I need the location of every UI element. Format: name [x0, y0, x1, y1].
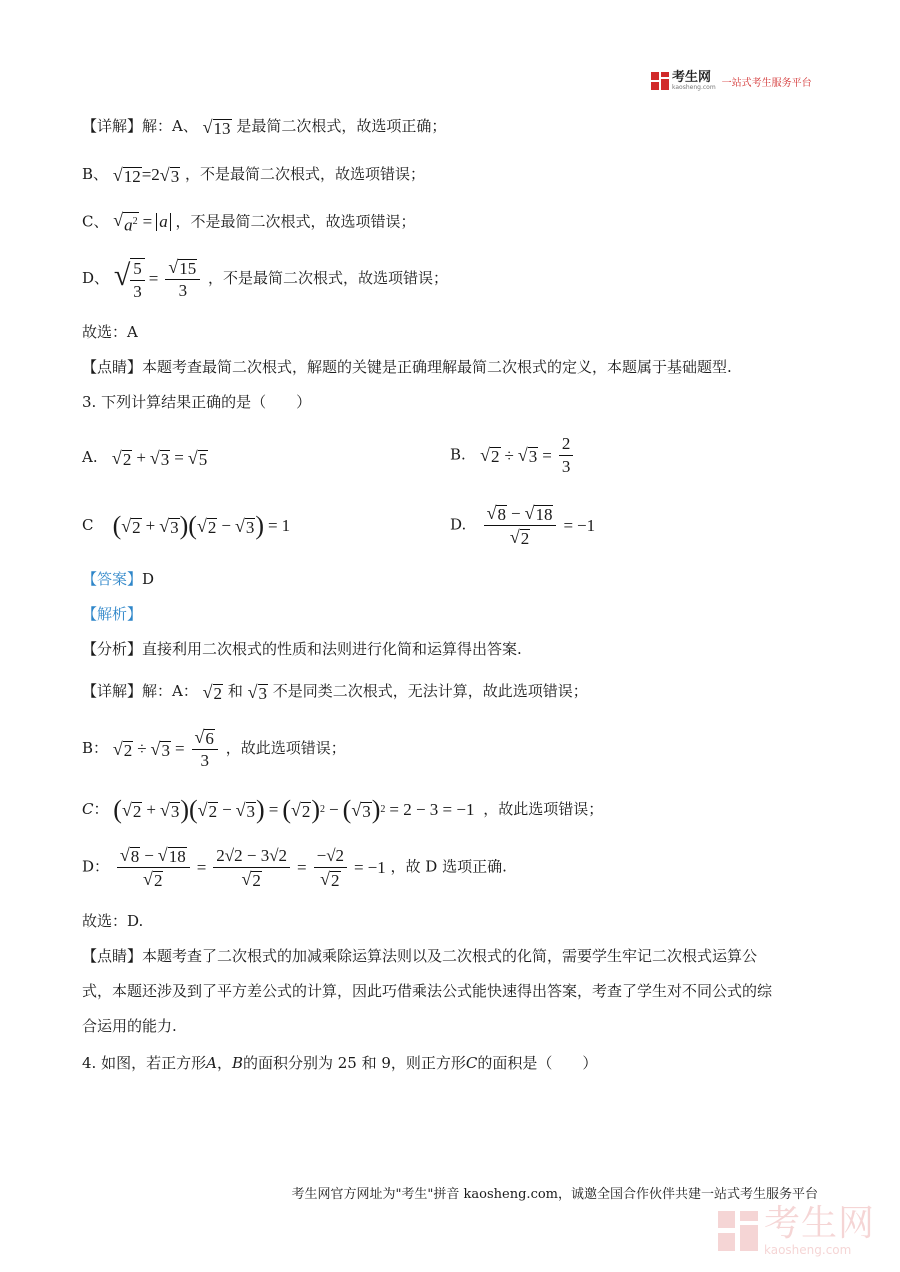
q3-detail-a: 【详解】解：A： √ 2 和 √ 3 不是同类二次根式，无法计算，故此选项错误；	[82, 681, 588, 703]
logo-domain: kaosheng.com	[672, 84, 716, 91]
sqrt-13: √ 13	[202, 116, 231, 138]
watermark-domain: kaosheng.com	[764, 1243, 852, 1257]
q3-detail-c: C： ( √ 2 + √ 3 ) ( √ 2 − √ 3 ) = ( √ 2 ) 2 − ( √ 3 ) 2 = 2 − 3 = −1 ，故此选项错误；	[82, 795, 604, 824]
expr-sqrt-5-3: √ $\frac{5}{3}$ = √ 15 3	[114, 256, 203, 302]
expr-sqrt12: √ 12 =2 √ 3	[112, 164, 180, 186]
q2-detail-d: D、 √ $\frac{5}{3}$ = √ 15 3 ，不是最简二次根式，故选项错误；	[82, 257, 449, 301]
q2-choice: 故选：A	[82, 323, 138, 341]
watermark-logo-icon	[718, 1211, 758, 1251]
watermark	[718, 1205, 875, 1257]
q3-review-l3: 合运用的能力.	[82, 1017, 177, 1035]
watermark-brand: 考生网	[764, 1203, 876, 1244]
q3-answer: 【答案】D	[82, 570, 155, 588]
expr-sqrt-a2: √ $a^2$ = a	[113, 210, 170, 235]
q3-stem: 3. 下列计算结果正确的是（ ）	[82, 393, 312, 411]
logo-mark-icon	[651, 72, 669, 90]
header-logo	[651, 71, 812, 91]
q3-option-d: D. √ 8 − √ 18 √ 2 = −1	[450, 503, 596, 548]
q4-stem: 4. 如图，若正方形A，B的面积分别为 25 和 9，则正方形C的面积是（ ）	[82, 1054, 598, 1072]
q2-detail-a: 【详解】解：A、 √ 13 是最简二次根式，故选项正确；	[82, 116, 447, 138]
logo-brand: 考生网	[672, 70, 712, 85]
q3-detail-b: B： √ 2 ÷ √ 3 = √ 6 3 ，故此选项错误；	[82, 727, 346, 770]
q3-fenxi: 【分析】直接利用二次根式的性质和法则进行化简和运算得出答案.	[82, 640, 522, 658]
footer-text: 考生网官方网址为"考生"拼音 kaosheng.com，诚邀全国合作伙伴共建一站式考生服务平台	[291, 1187, 818, 1202]
logo-slogan: 一站式考生服务平台	[721, 77, 812, 89]
q3-option-b: B. √ 2 ÷ √ 3 = $\frac{2}{3}$	[450, 434, 576, 477]
q3-option-a: A. √ 2 + √ 3 = √ 5	[82, 447, 208, 469]
q2-detail-b: B、 √ 12 =2 √ 3 ，不是最简二次根式，故选项错误；	[82, 164, 425, 186]
q3-review-l1: 【点睛】本题考查了二次根式的加减乘除运算法则以及二次根式的化简，需要学生牢记二次根式运算公	[82, 947, 758, 965]
q3-review-l2: 式，本题还涉及到了平方差公式的计算，因此巧借乘法公式能快速得出答案，考查了学生对不同公式的综	[82, 982, 773, 1000]
q3-detail-d: D： √ 8 − √ 18 √ 2 = 2√2 − 3√2 √ 2 = −√2 √ 2 = −1 ，故 D 选项正确.	[82, 845, 507, 890]
q3-choice: 故选：D.	[82, 912, 144, 930]
q3-analysis-tag: 【解析】	[82, 605, 143, 623]
q2-detail-c: C、 √ $a^2$ = a ，不是最简二次根式，故选项错误；	[82, 210, 416, 235]
q2-review: 【点睛】本题考查最简二次根式，解题的关键是正确理解最简二次根式的定义，本题属于基础题型.	[82, 358, 732, 376]
q3-option-c: C ( √ 2 + √ 3 ) ( √ 2 − √ 3 ) = 1	[82, 511, 291, 540]
